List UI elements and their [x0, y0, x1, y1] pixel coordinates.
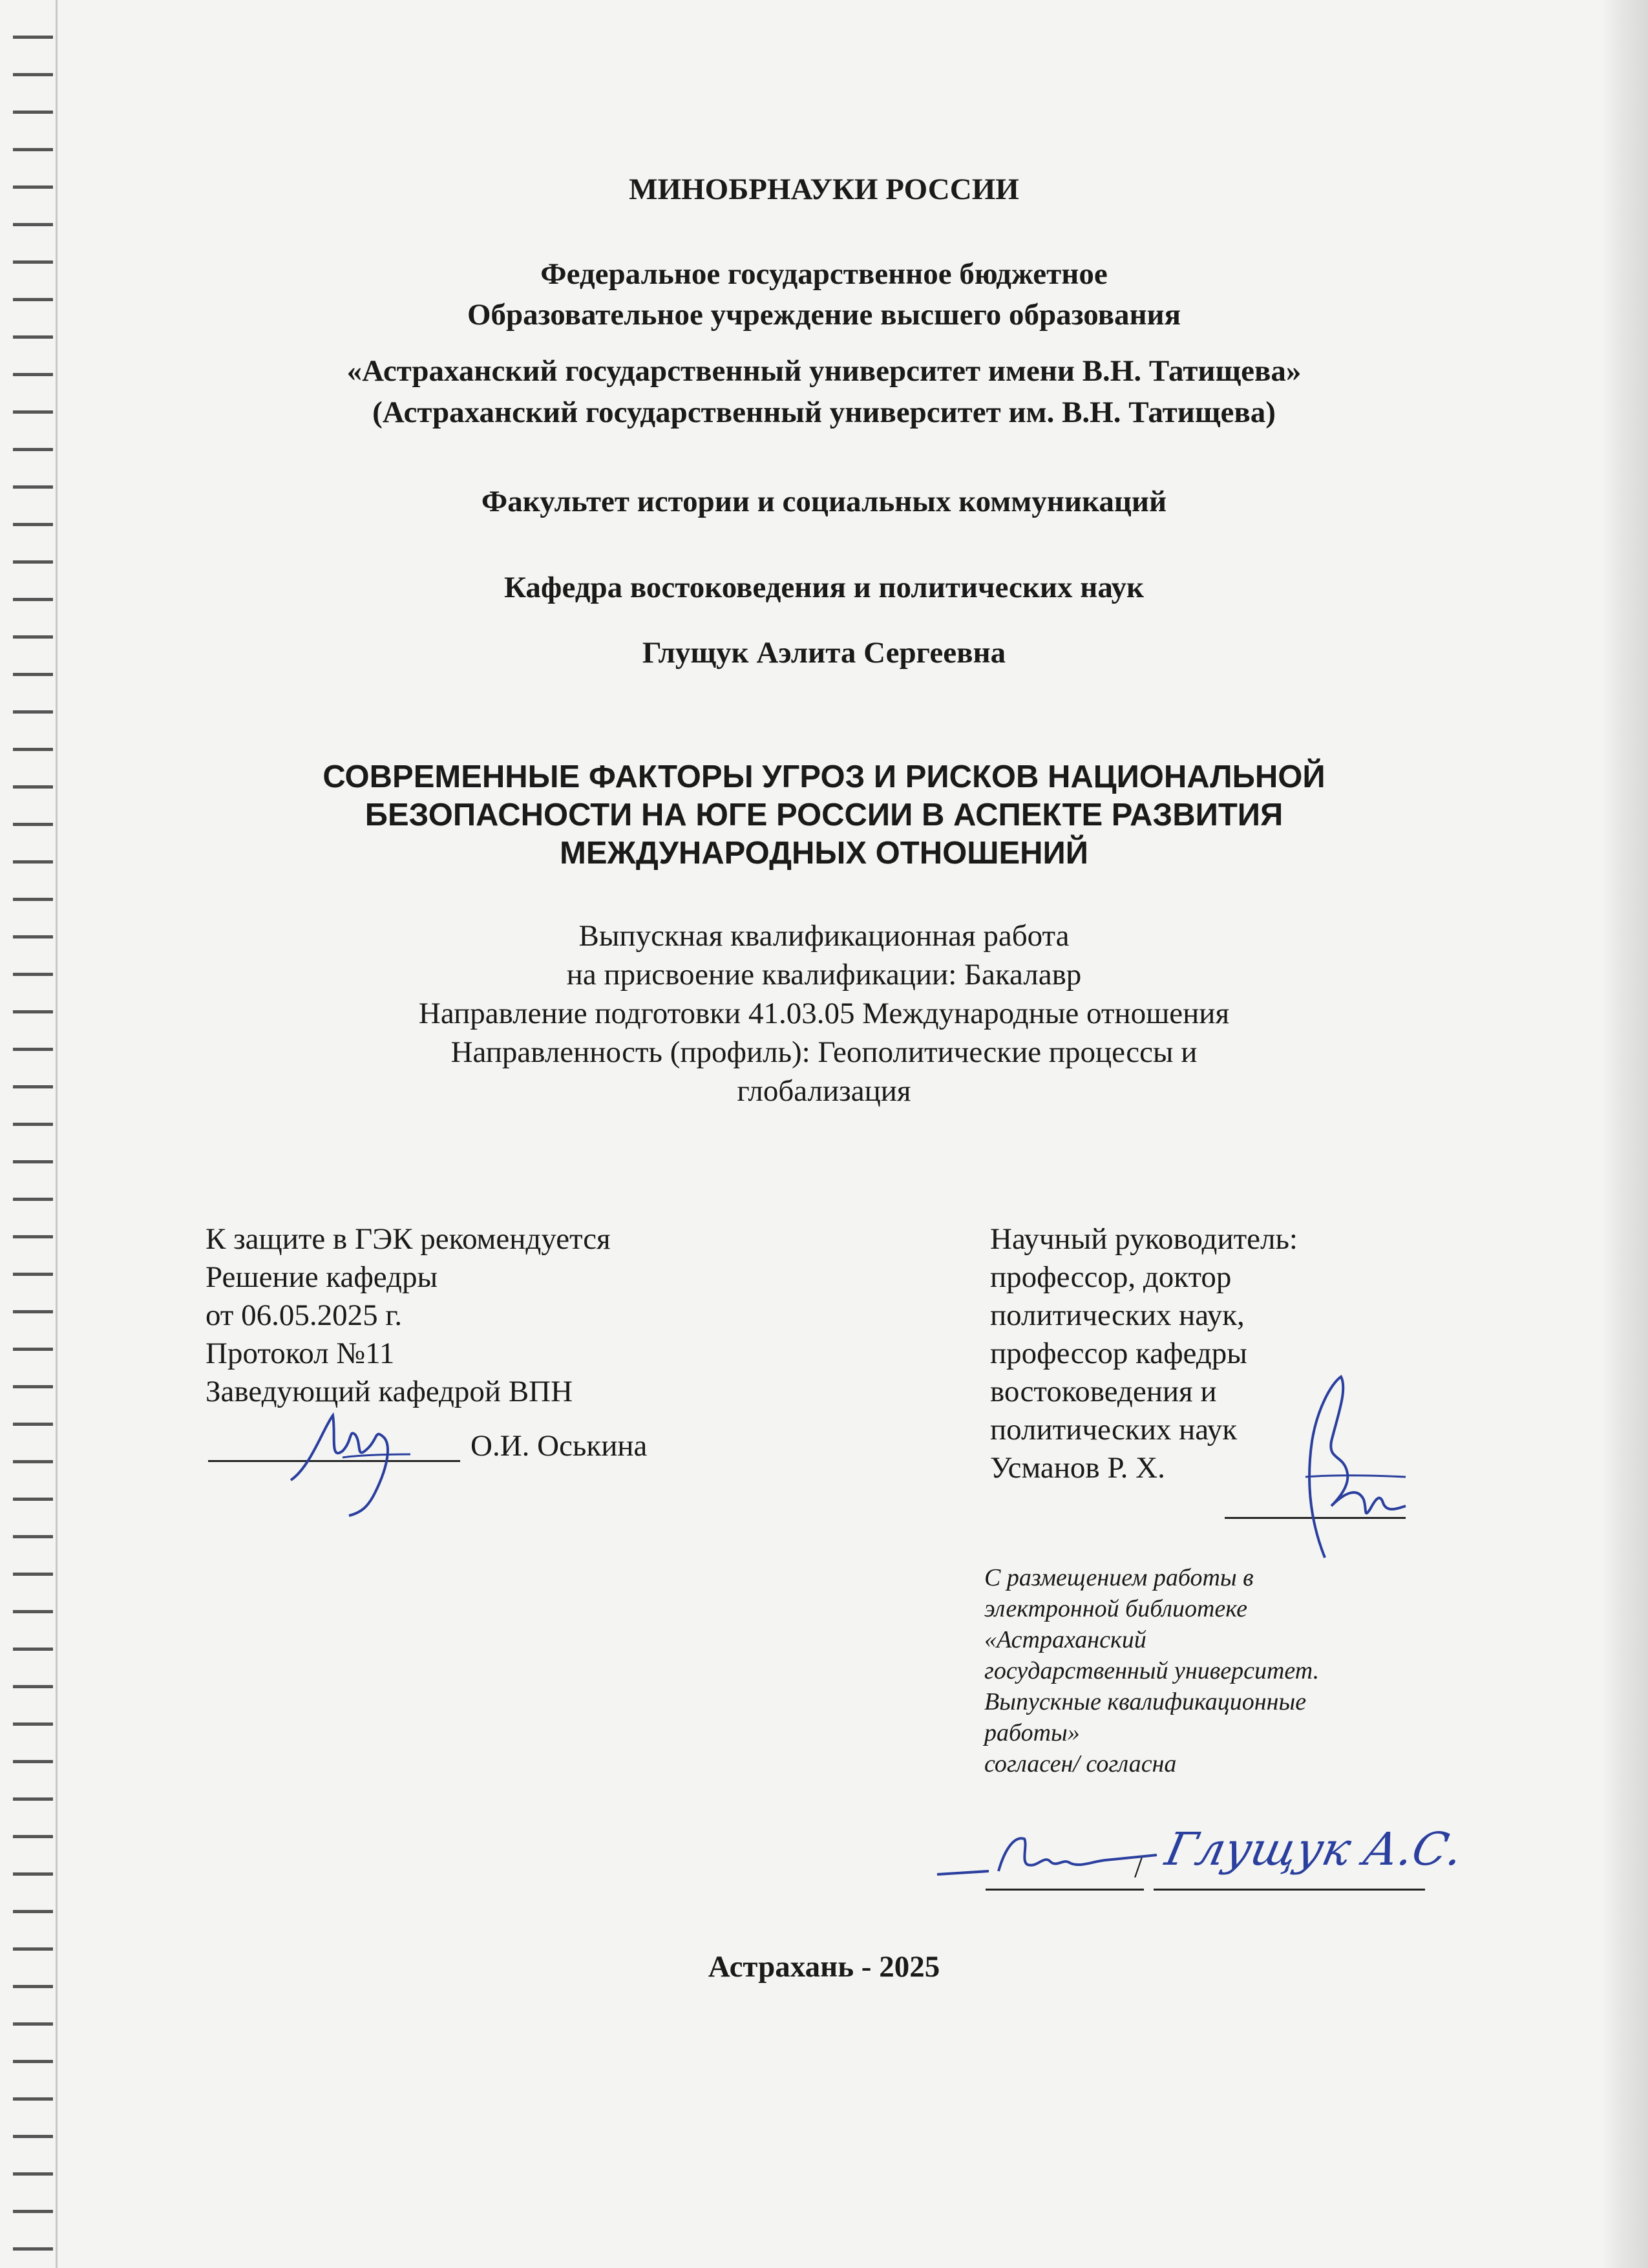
work-type: Выпускная квалификационная работа: [578, 919, 1070, 953]
binding-hole: [13, 1535, 53, 1538]
defense-recommendation-block: [206, 1220, 761, 1411]
consent-name-line: [1154, 1889, 1425, 1891]
binding-hole: [13, 748, 53, 751]
consent-line: государственный университет.: [984, 1657, 1320, 1684]
binding-hole: [13, 1685, 53, 1688]
binding-hole: [13, 1610, 53, 1613]
binding-hole: [13, 710, 53, 714]
binding-hole: [13, 111, 53, 114]
page-edge-shadow: [1603, 0, 1648, 2268]
binding-hole: [13, 1235, 53, 1238]
binding-hole: [13, 1273, 53, 1276]
faculty-name: Факультет истории и социальных коммуникаций: [481, 485, 1167, 518]
institution-line-4: (Астраханский государственный университет им. В.Н. Татищева): [372, 396, 1276, 429]
defense-line: Решение кафедры: [206, 1260, 438, 1294]
binding-hole: [13, 1835, 53, 1838]
binding-hole: [13, 1498, 53, 1501]
binding-hole: [13, 73, 53, 76]
institution-line-1: Федеральное государственное бюджетное: [540, 257, 1108, 291]
binding-hole: [13, 1872, 53, 1876]
binding-hole: [13, 36, 53, 39]
binding-hole: [13, 1460, 53, 1463]
defense-line: от 06.05.2025 г.: [206, 1298, 403, 1332]
library-consent-block: [984, 1562, 1514, 1779]
binding-hole: [13, 1722, 53, 1726]
binding-hole: [13, 2097, 53, 2101]
consent-separator: /: [1134, 1850, 1143, 1884]
author-handwritten-name: Глущук А.С.: [1161, 1823, 1468, 1876]
head-signature: [271, 1390, 439, 1519]
consent-signature-line: [986, 1889, 1144, 1891]
qualification: на присвоение квалификации: Бакалавр: [566, 958, 1082, 991]
thesis-title-line-1: СОВРЕМЕННЫЕ ФАКТОРЫ УГРОЗ И РИСКОВ НАЦИОНАЛЬНОЙ: [322, 759, 1326, 794]
defense-line: Заведующий кафедрой ВПН: [206, 1375, 573, 1408]
head-of-department-name: О.И. Оськина: [470, 1429, 648, 1463]
institution-line-3: «Астраханский государственный университет имени В.Н. Татищева»: [346, 354, 1302, 388]
binding-hole: [13, 2060, 53, 2063]
ministry-heading: МИНОБРНАУКИ РОССИИ: [629, 173, 1019, 206]
defense-line: К защите в ГЭК рекомендуется: [206, 1222, 611, 1256]
thesis-title-line-3: МЕЖДУНАРОДНЫХ ОТНОШЕНИЙ: [560, 836, 1088, 871]
supervisor-signature: [1267, 1364, 1415, 1571]
city-year: Астрахань - 2025: [708, 1950, 940, 1984]
consent-line: электронной библиотеке: [984, 1595, 1247, 1622]
binding-hole: [13, 1573, 53, 1576]
author-signature: [931, 1810, 1163, 1887]
binding-hole: [13, 2247, 53, 2251]
binding-hole: [13, 1198, 53, 1201]
supervisor-line: профессор кафедры: [990, 1337, 1247, 1370]
department-name: Кафедра востоковедения и политических наук: [503, 571, 1145, 604]
binding-hole: [13, 2210, 53, 2213]
binding-hole: [13, 1385, 53, 1388]
binding-hole: [13, 1123, 53, 1126]
binding-hole: [13, 1160, 53, 1163]
binding-hole: [13, 560, 53, 564]
supervisor-line: профессор, доктор: [990, 1260, 1232, 1294]
binding-hole: [13, 523, 53, 526]
binding-hole: [13, 898, 53, 901]
study-profile: Направленность (профиль): Геополитические процессы и: [450, 1035, 1198, 1069]
consent-line: С размещением работы в: [984, 1564, 1254, 1591]
supervisor-line: политических наук,: [990, 1298, 1245, 1332]
binding-hole: [13, 1423, 53, 1426]
binding-hole: [13, 1910, 53, 1913]
supervisor-line: политических наук: [990, 1413, 1238, 1447]
supervisor-name: Усманов Р. Х.: [990, 1451, 1165, 1485]
binding-hole: [13, 2135, 53, 2138]
binding-hole: [13, 1310, 53, 1313]
defense-line: Протокол №11: [206, 1337, 395, 1370]
consent-line: согласен/ согласна: [984, 1750, 1177, 1777]
study-profile-continued: глобализация: [737, 1074, 911, 1108]
binding-hole: [13, 2022, 53, 2026]
binding-hole: [13, 1648, 53, 1651]
author-name: Глущук Аэлита Сергеевна: [642, 636, 1006, 670]
binding-hole: [13, 1797, 53, 1801]
consent-line: работы»: [984, 1719, 1080, 1746]
binding-line: [56, 0, 58, 2268]
binding-hole: [13, 2172, 53, 2176]
supervisor-line: востоковедения и: [990, 1375, 1217, 1408]
consent-line: «Астраханский: [984, 1626, 1146, 1653]
binding-hole: [13, 148, 53, 151]
binding-hole: [13, 1348, 53, 1351]
binding-hole: [13, 448, 53, 451]
institution-line-2: Образовательное учреждение высшего образования: [467, 298, 1181, 332]
binding-hole: [13, 335, 53, 339]
study-direction: Направление подготовки 41.03.05 Международные отношения: [418, 997, 1230, 1030]
binding-hole: [13, 1760, 53, 1763]
binding-strip: [0, 0, 58, 2268]
thesis-title-line-2: БЕЗОПАСНОСТИ НА ЮГЕ РОССИИ В АСПЕКТЕ РАЗВИТИЯ: [364, 798, 1284, 832]
binding-hole: [13, 223, 53, 226]
consent-line: Выпускные квалификационные: [984, 1688, 1307, 1715]
supervisor-line: Научный руководитель:: [990, 1222, 1298, 1256]
